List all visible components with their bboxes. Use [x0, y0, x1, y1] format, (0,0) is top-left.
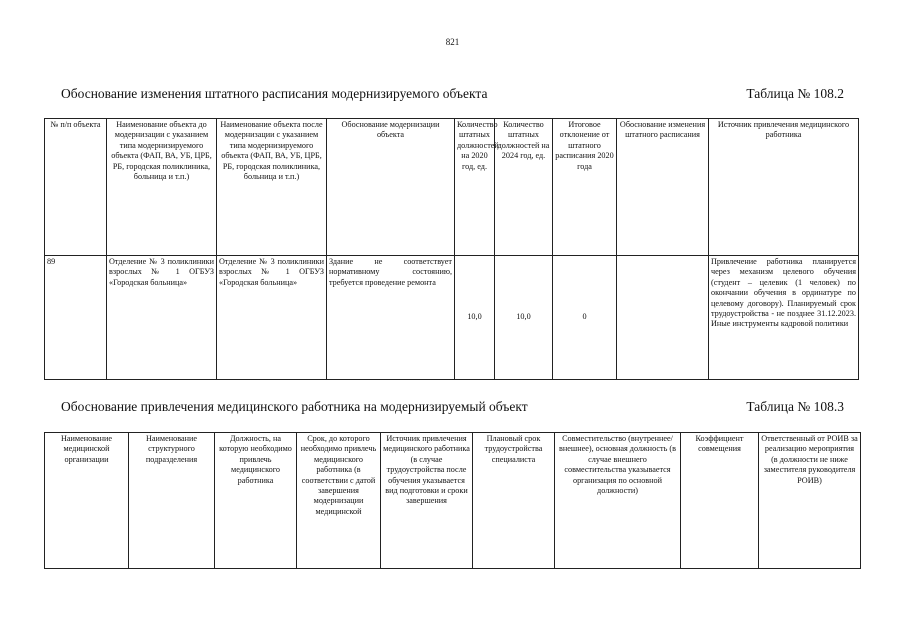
header-cell: Совместительство (внутреннее/внешнее), основная должность (в случае внешнего совместительства указывается организация по основной должности) — [555, 433, 681, 569]
name-after-cell: Отделение № 3 поликлиники взрослых № 1 ОГБУЗ «Городская больница» — [217, 256, 327, 380]
section2-title: Обоснование привлечения медицинского работника на модернизируемый объект — [61, 399, 528, 414]
table-header-row — [45, 119, 859, 256]
staff-2020-cell: 10,0 — [455, 256, 495, 380]
change-reason-cell — [617, 256, 709, 380]
header-cell: Срок, до которого необходимо привлечь медицинского работника (в соответствии с датой завершения модернизации медицинской — [297, 433, 381, 569]
page-number: 821 — [445, 37, 460, 47]
staff-2024-cell: 10,0 — [495, 256, 553, 380]
deviation-cell: 0 — [553, 256, 617, 380]
section2-table-label: Таблица № 108.3 — [746, 399, 844, 414]
header-cell: Должность, на которую необходимо привлечь медицинского работника — [215, 433, 297, 569]
staffing-table — [44, 118, 859, 380]
justification-cell: Здание не соответствует нормативному состоянию, требуется проведение ремонта — [327, 256, 455, 380]
table-row — [45, 256, 859, 380]
header-cell: Итоговое отклонение от штатного расписания 2020 года — [553, 119, 617, 256]
name-before-cell: Отделение № 3 поликлиники взрослых № 1 ОГБУЗ «Городская больница» — [107, 256, 217, 380]
header-cell: Наименование объекта после модернизации с указанием типа модернизируемого объекта (ФАП, ВА, УБ, ЦРБ, РБ, городская поликлиника, больница и т.п.) — [217, 119, 327, 256]
header-cell: Источник привлечения медицинского работника (в случае трудоустройства после обучения указывается вид подготовки и сроки завершения — [381, 433, 473, 569]
header-cell: Ответственный от РОИВ за реализацию мероприятия (в должности не ниже заместителя руководителя РОИВ) — [759, 433, 861, 569]
header-cell: Плановый срок трудоустройства специалиста — [473, 433, 555, 569]
header-cell: Обоснование модернизации объекта — [327, 119, 455, 256]
row-number: 89 — [45, 256, 107, 380]
header-cell: Источник привлечения медицинского работника — [709, 119, 859, 256]
header-cell: Количество штатных должностей на 2024 год, ед. — [495, 119, 553, 256]
table-header-row — [45, 433, 861, 569]
header-cell: Коэффициент совмещения — [681, 433, 759, 569]
section1-table-label: Таблица № 108.2 — [746, 86, 844, 101]
section1-title: Обоснование изменения штатного расписания модернизируемого объекта — [61, 86, 488, 101]
header-cell: № п/п объекта — [45, 119, 107, 256]
recruitment-table — [44, 432, 861, 569]
header-cell: Обоснование изменения штатного расписания — [617, 119, 709, 256]
header-cell: Наименование объекта до модернизации с указанием типа модернизируемого объекта (ФАП, ВА, УБ, ЦРБ, РБ, городская поликлиника, больница и т.п.) — [107, 119, 217, 256]
source-cell: Привлечение работника планируется через механизм целевого обучения (студент – целевик (1 человек) по окончании обучения в ординатуре по целевому договору). Планируемый срок трудоустройства - не позднее 31.12.2023. Иные инструменты кадровой политики — [709, 256, 859, 380]
header-cell: Наименование структурного подразделения — [129, 433, 215, 569]
header-cell: Наименование медицинской организации — [45, 433, 129, 569]
header-cell: Количество штатных должностей на 2020 год, ед. — [455, 119, 495, 256]
